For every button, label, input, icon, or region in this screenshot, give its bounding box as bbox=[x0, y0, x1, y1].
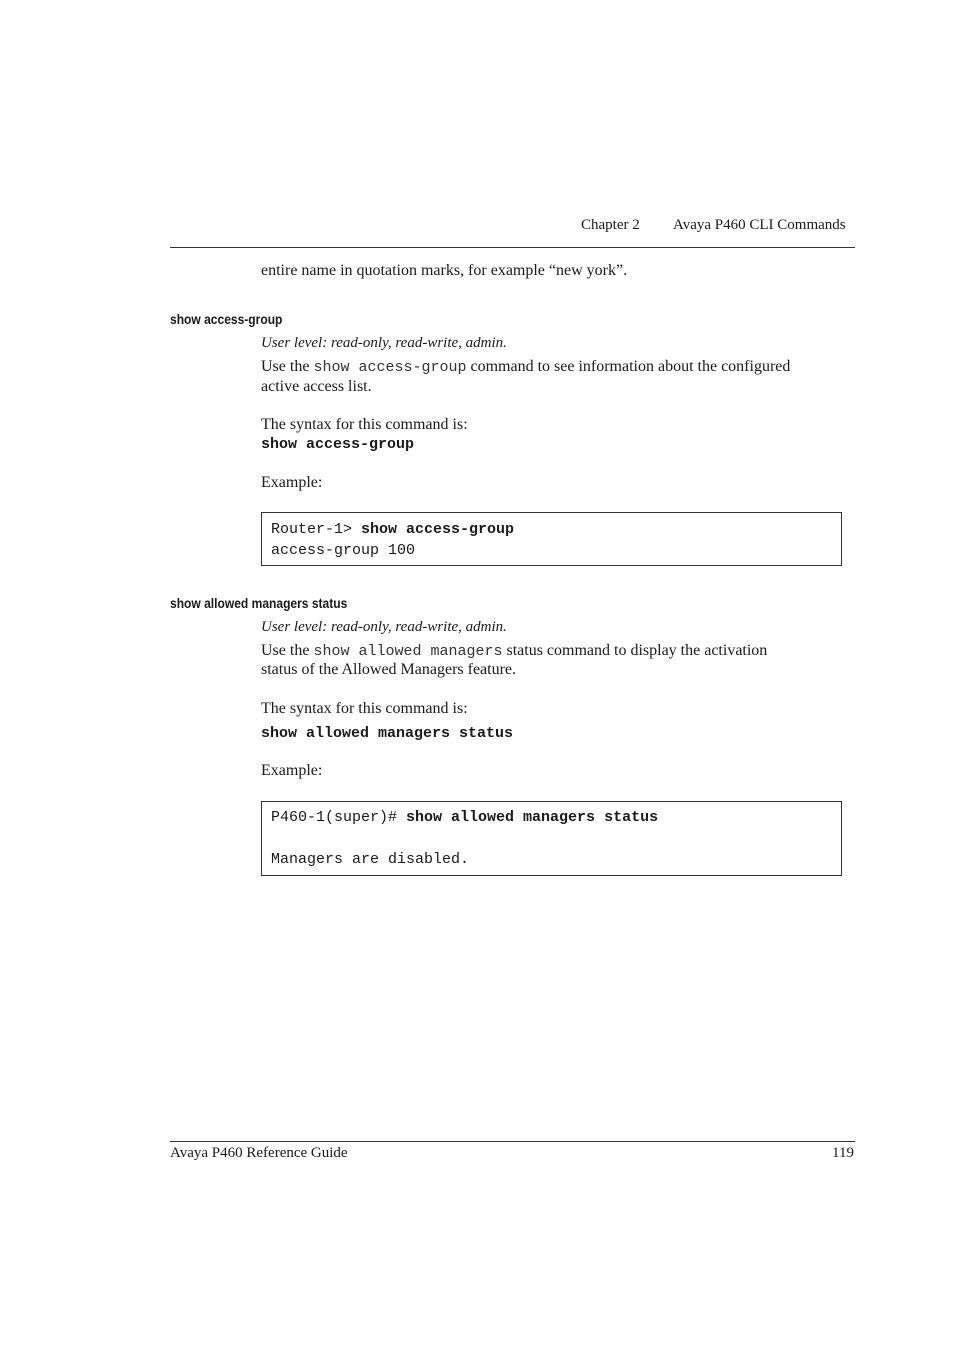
syntax-command: show access-group bbox=[261, 436, 415, 453]
example-label: Example: bbox=[261, 762, 323, 779]
cli-prompt: Router-1> bbox=[271, 521, 362, 538]
description-suffix: status command to display the activation bbox=[502, 642, 768, 659]
user-level-note: User level: read-only, read-write, admin. bbox=[261, 619, 507, 635]
section-heading-show-access-group: show access-group bbox=[170, 311, 283, 327]
syntax-intro: The syntax for this command is: bbox=[261, 416, 468, 433]
footer-rule bbox=[170, 1141, 855, 1142]
code-example-box bbox=[261, 512, 842, 566]
running-header-title: Avaya P460 CLI Commands bbox=[673, 217, 846, 233]
code-line-output: access-group 100 bbox=[271, 542, 416, 559]
description-paragraph bbox=[261, 641, 767, 662]
continuation-paragraph: entire name in quotation marks, for example “new york”. bbox=[261, 262, 628, 279]
header-rule bbox=[170, 247, 855, 248]
description-prefix: Use the bbox=[261, 358, 314, 375]
running-header-chapter: Chapter 2 bbox=[581, 217, 640, 233]
example-label: Example: bbox=[261, 474, 323, 491]
description-prefix: Use the bbox=[261, 642, 314, 659]
code-line-output: Managers are disabled. bbox=[271, 851, 470, 868]
syntax-command: show allowed managers status bbox=[261, 725, 514, 742]
description-continuation: active access list. bbox=[261, 378, 372, 395]
syntax-intro: The syntax for this command is: bbox=[261, 700, 468, 717]
cli-prompt: P460-1(super)# bbox=[271, 809, 407, 826]
code-line-command bbox=[271, 519, 514, 540]
code-example-box bbox=[261, 801, 842, 876]
cli-command: show allowed managers status bbox=[406, 809, 659, 826]
code-line-command bbox=[271, 807, 658, 828]
description-continuation: status of the Allowed Managers feature. bbox=[261, 661, 517, 678]
cli-command: show access-group bbox=[361, 521, 515, 538]
description-paragraph bbox=[261, 357, 790, 378]
user-level-note: User level: read-only, read-write, admin. bbox=[261, 335, 507, 351]
footer-guide-title: Avaya P460 Reference Guide bbox=[170, 1145, 348, 1161]
inline-command: show access-group bbox=[313, 359, 467, 376]
description-suffix: command to see information about the configured bbox=[466, 358, 791, 375]
inline-command: show allowed managers bbox=[313, 643, 503, 660]
section-heading-show-allowed-managers-status: show allowed managers status bbox=[170, 595, 348, 611]
page-number: 119 bbox=[832, 1145, 854, 1161]
